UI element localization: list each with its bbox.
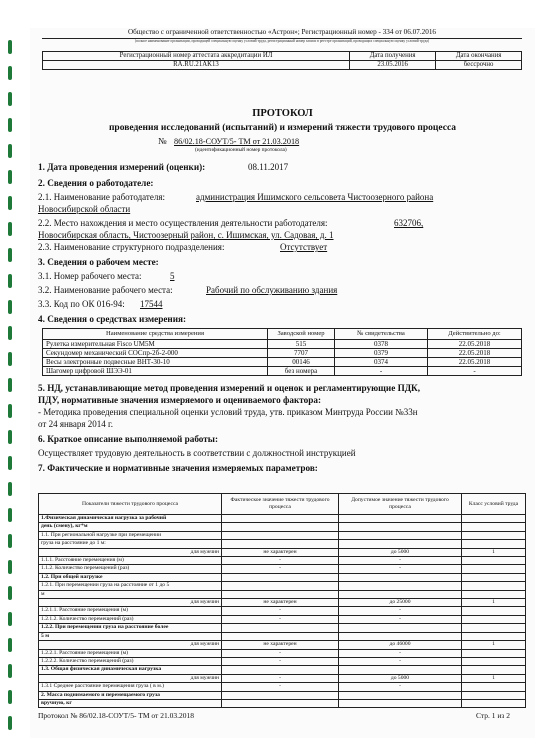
binder-ring [8, 612, 12, 626]
parameter-class [462, 582, 526, 590]
binder-ring [8, 274, 12, 288]
parameter-actual: не характерен [222, 641, 339, 649]
accreditation-header-end: Дата окончания [436, 52, 522, 61]
accreditation-date-received: 23.05.2016 [350, 61, 436, 70]
accreditation-table [42, 51, 522, 70]
employer-name-label: 2.1. Наименование работодателя: [38, 192, 165, 202]
method-text-a: - Методика проведения специальной оценки условий труда, утв. приказом Минтруда России №33н [38, 407, 418, 417]
parameter-permissible [339, 691, 462, 699]
parameter-actual [222, 531, 339, 539]
instrument-certificate: 0378 [335, 339, 428, 348]
parameter-indicator: день (смену), кг*м [39, 523, 222, 531]
parameter-permissible: - [339, 565, 462, 573]
parameter-indicator: 5 м [39, 632, 222, 640]
section-7-heading: 7. Фактические и нормативные значения измеряемых параметров: [38, 463, 318, 473]
instrument-serial: 515 [268, 339, 335, 348]
binder-ring [8, 586, 12, 600]
protocol-number-sign: № [158, 136, 167, 146]
parameters-col-class: Класс условий труда [462, 494, 526, 515]
parameter-permissible [339, 531, 462, 539]
parameter-indicator: 2. Масса поднимаемого и перемещаемого груза [39, 691, 222, 699]
parameter-row [39, 590, 526, 598]
parameter-actual: - [222, 683, 339, 691]
section-5-heading-a: 5. НД, устанавливающие метод проведения измерений и оценок и регламентирующие ПДК, [38, 383, 421, 393]
parameter-indicator: 1.2.2.1. Расстояние перемещения (м) [39, 649, 222, 657]
footer-page-number: Стр. 1 из 2 [476, 711, 510, 720]
work-description: Осуществляет трудовую деятельность в соответствии с должностной инструкцией [38, 448, 356, 458]
parameter-row [39, 632, 526, 640]
protocol-number: 86/02.18-СОУТ/5- ТМ от 21.03.2018 [174, 137, 300, 146]
parameter-actual [222, 540, 339, 548]
parameter-row [39, 674, 526, 682]
organization-note: (полное наименование организации, проводящей специальную оценку условий труда, регистрационный номер записи в реестре организаций, проводящих специальную оценку условий труда) [134, 39, 430, 43]
parameter-permissible [339, 590, 462, 598]
parameter-indicator: 1.2.1. При перемещении груза на расстояние от 1 до 5 [39, 582, 222, 590]
instruments-table [42, 328, 522, 376]
parameter-actual: - [222, 674, 339, 682]
parameter-row [39, 691, 526, 699]
ok-code-label: 3.3. Код по ОК 016-94: [38, 299, 125, 309]
instrument-row [43, 357, 522, 366]
section-4-heading: 4. Сведения о средствах измерения: [38, 314, 187, 324]
parameter-actual [222, 523, 339, 531]
section-6-heading: 6. Краткое описание выполняемой работы: [38, 434, 219, 444]
parameter-permissible [339, 515, 462, 523]
parameter-permissible [339, 523, 462, 531]
binder-ring [8, 664, 12, 678]
parameter-indicator: 1.2. При общей нагрузке [39, 573, 222, 581]
instrument-valid: 22.05.2018 [428, 357, 522, 366]
parameter-row [39, 557, 526, 565]
parameter-class: 1 [462, 674, 526, 682]
section-2-heading: 2. Сведения о работодателе: [38, 178, 154, 188]
parameter-actual: не характерен [222, 548, 339, 556]
instrument-certificate: 0379 [335, 348, 428, 357]
organization-line: Общество с ограниченной ответственностью «Астрон»; Регистрационный номер - 334 от 06.07.2016 [127, 28, 437, 36]
employer-location-a: 632706, [394, 218, 424, 228]
parameter-class: 1 [462, 599, 526, 607]
parameter-row [39, 523, 526, 531]
parameter-permissible: - [339, 657, 462, 665]
parameter-indicator: 1.3. Общая физическая динамическая нагрузка [39, 666, 222, 674]
binder-ring [8, 404, 12, 418]
parameter-actual [222, 624, 339, 632]
instruments-col-certificate: № свидетельства [335, 329, 428, 340]
accreditation-date-end: бессрочно [436, 61, 522, 70]
workplace-number-label: 3.1. Номер рабочего места: [38, 271, 142, 281]
section-3-heading: 3. Сведения о рабочем месте: [38, 257, 159, 267]
parameter-actual: - [222, 557, 339, 565]
parameter-class [462, 590, 526, 598]
binder-ring [8, 170, 12, 184]
binder-ring [8, 456, 12, 470]
parameter-actual [222, 582, 339, 590]
employer-location-b: Новосибирская область, Чистоозерный район, с. Ишимская, ул. Садовая, д. 1 [38, 230, 334, 240]
parameter-indicator: 1.1.1. Расстояние перемещения (м) [39, 557, 222, 565]
parameter-indicator: 1.1.2. Количество перемещений (раз) [39, 565, 222, 573]
parameter-row [39, 699, 526, 707]
workplace-name: Рабочий по обслуживанию здания [206, 285, 338, 295]
accreditation-number: RA.RU.21AK13 [43, 61, 350, 70]
parameter-actual: - [222, 649, 339, 657]
parameter-class [462, 691, 526, 699]
parameter-class [462, 699, 526, 707]
measurement-date: 08.11.2017 [248, 162, 289, 172]
parameter-indicator: для мужчин [39, 674, 222, 682]
instrument-valid: 22.05.2018 [428, 348, 522, 357]
parameter-permissible [339, 624, 462, 632]
parameter-row [39, 641, 526, 649]
parameter-permissible: - [339, 683, 462, 691]
parameter-permissible: - [339, 615, 462, 623]
binder-ring [8, 66, 12, 80]
parameter-permissible: - [339, 557, 462, 565]
binder-ring [8, 378, 12, 392]
parameter-permissible [339, 573, 462, 581]
parameter-indicator: для мужчин [39, 599, 222, 607]
parameter-class [462, 632, 526, 640]
parameter-indicator: для мужчин [39, 548, 222, 556]
parameter-class: 1 [462, 641, 526, 649]
instruments-col-valid: Действительно до: [428, 329, 522, 340]
instrument-valid: 22.05.2018 [428, 339, 522, 348]
instrument-serial: без номера [268, 366, 335, 375]
parameter-row [39, 624, 526, 632]
instrument-row [43, 348, 522, 357]
parameter-permissible: - [339, 649, 462, 657]
binder-ring [8, 508, 12, 522]
parameter-row [39, 548, 526, 556]
parameter-indicator: вручную, кг [39, 699, 222, 707]
parameter-indicator: 1.2.2. При перемещении груза на расстояние более [39, 624, 222, 632]
parameter-class [462, 515, 526, 523]
parameter-permissible [339, 699, 462, 707]
instrument-valid: - [428, 366, 522, 375]
parameter-class [462, 624, 526, 632]
parameter-row [39, 666, 526, 674]
protocol-subtitle: проведения исследований (испытаний) и измерений тяжести трудового процесса [108, 123, 457, 133]
parameter-row [39, 573, 526, 581]
parameter-indicator: м [39, 590, 222, 598]
parameter-actual [222, 515, 339, 523]
instruments-col-serial: Заводской номер [268, 329, 335, 340]
instrument-certificate: - [335, 366, 428, 375]
parameters-table [38, 493, 526, 708]
binder-ring [8, 118, 12, 132]
parameter-permissible: до 46000 [339, 641, 462, 649]
instrument-name: Рулетка измерительная Fisco UM5M [43, 339, 268, 348]
parameter-actual [222, 691, 339, 699]
binder-ring [8, 482, 12, 496]
parameters-col-actual: Фактическое значение тяжести трудового процесса [222, 494, 339, 515]
binder-ring [8, 560, 12, 574]
parameter-row [39, 582, 526, 590]
department-value: Отсутствует [280, 242, 328, 252]
instruments-col-name: Наименование средства измерения [43, 329, 268, 340]
parameter-row [39, 599, 526, 607]
binder-ring [8, 690, 12, 704]
parameter-permissible: до 5000 [339, 548, 462, 556]
binder-ring [8, 326, 12, 340]
ok-code: 17544 [140, 299, 163, 309]
parameter-permissible [339, 582, 462, 590]
parameter-actual: - [222, 657, 339, 665]
parameters-col-indicator: Показатели тяжести трудового процесса [39, 494, 222, 515]
section-5-heading-b: ПДУ, нормативные значения измеряемого и оцениваемого фактора: [38, 395, 322, 405]
protocol-page [30, 28, 535, 738]
parameter-class [462, 683, 526, 691]
binder-ring [8, 716, 12, 730]
parameter-class [462, 523, 526, 531]
parameter-class [462, 531, 526, 539]
parameter-actual [222, 666, 339, 674]
instrument-row [43, 366, 522, 375]
parameter-row [39, 615, 526, 623]
method-text-b: от 24 января 2014 г. [38, 419, 113, 429]
parameter-indicator: 1.3.1 Среднее расстояние перемещения груза ( в м.) [39, 683, 222, 691]
parameter-indicator: 1.1. При региональной нагрузке при перемещении [39, 531, 222, 539]
parameters-col-permissible: Допустимое значение тяжести трудового процесса [339, 494, 462, 515]
parameter-permissible: до 5000 [339, 674, 462, 682]
parameter-actual: - [222, 615, 339, 623]
workplace-name-label: 3.2. Наименование рабочего места: [38, 285, 173, 295]
instrument-row [43, 339, 522, 348]
binder-ring [8, 40, 12, 54]
parameter-permissible: - [339, 607, 462, 615]
parameter-row [39, 515, 526, 523]
parameter-permissible: до 25000 [339, 599, 462, 607]
binder-ring [8, 534, 12, 548]
parameter-class [462, 607, 526, 615]
parameter-class [462, 557, 526, 565]
parameter-actual: - [222, 607, 339, 615]
instrument-name: Весы электронные подвесные ВНТ-30-10 [43, 357, 268, 366]
binder-ring [8, 638, 12, 652]
employer-location-label: 2.2. Место нахождения и место осуществления деятельности работодателя: [38, 218, 328, 228]
parameter-row [39, 607, 526, 615]
parameter-row [39, 649, 526, 657]
footer-protocol-ref: Протокол № 86/02.18-СОУТ/5- ТМ от 21.03.2018 [38, 711, 194, 720]
parameter-indicator: 1.2.1.2. Количество перемещений (раз) [39, 615, 222, 623]
parameter-class [462, 666, 526, 674]
binder-ring [8, 196, 12, 210]
instrument-name: Секундомер механический СОСпр-2б-2-000 [43, 348, 268, 357]
parameter-row [39, 540, 526, 548]
parameter-actual [222, 590, 339, 598]
parameter-indicator: 1.2.1.1. Расстояние перемещения (м) [39, 607, 222, 615]
parameter-class [462, 657, 526, 665]
parameter-row [39, 565, 526, 573]
parameter-class [462, 565, 526, 573]
parameter-row [39, 531, 526, 539]
parameter-row [39, 683, 526, 691]
parameter-class [462, 573, 526, 581]
instrument-certificate: 0374 [335, 357, 428, 366]
parameter-permissible [339, 666, 462, 674]
parameter-permissible [339, 632, 462, 640]
parameter-class [462, 540, 526, 548]
parameter-actual: - [222, 565, 339, 573]
binder-ring [8, 352, 12, 366]
parameter-row [39, 657, 526, 665]
protocol-title: ПРОТОКОЛ [252, 108, 313, 119]
binder-ring [8, 144, 12, 158]
employer-name-a: администрация Ишимского сельсовета Чистоозерного района [196, 192, 434, 202]
parameter-actual [222, 573, 339, 581]
instrument-serial: 7707 [268, 348, 335, 357]
parameter-actual [222, 632, 339, 640]
parameter-indicator: 1.Физическая динамическая нагрузка за рабочий [39, 515, 222, 523]
employer-name-b: Новосибирской области [38, 204, 131, 214]
binder-ring [8, 222, 12, 236]
parameter-class: 1 [462, 548, 526, 556]
binder-ring [8, 92, 12, 106]
parameter-class [462, 649, 526, 657]
protocol-number-note: (идентификационный номер протокола) [195, 147, 287, 153]
department-label: 2.3. Наименование структурного подразделения: [38, 242, 225, 252]
parameter-permissible [339, 540, 462, 548]
accreditation-header-received: Дата получения [350, 52, 436, 61]
section-1-label: 1. Дата проведения измерений (оценки): [38, 162, 206, 172]
parameter-indicator: груза на расстояние до 1 м: [39, 540, 222, 548]
instrument-name: Шагомер цифровой ШЭЭ-01 [43, 366, 268, 375]
binder-ring [8, 300, 12, 314]
accreditation-header-number: Регистрационный номер аттестата аккредитации ИЛ [43, 52, 350, 61]
binder-ring [8, 248, 12, 262]
workplace-number: 5 [170, 271, 175, 281]
binder-ring [8, 430, 12, 444]
instrument-serial: 00146 [268, 357, 335, 366]
parameter-indicator: для мужчин [39, 641, 222, 649]
parameter-indicator: 1.2.2.2. Количество перемещений (раз) [39, 657, 222, 665]
parameter-actual [222, 699, 339, 707]
parameter-actual: не характерен [222, 599, 339, 607]
binder-strip [0, 0, 30, 750]
parameter-class [462, 615, 526, 623]
